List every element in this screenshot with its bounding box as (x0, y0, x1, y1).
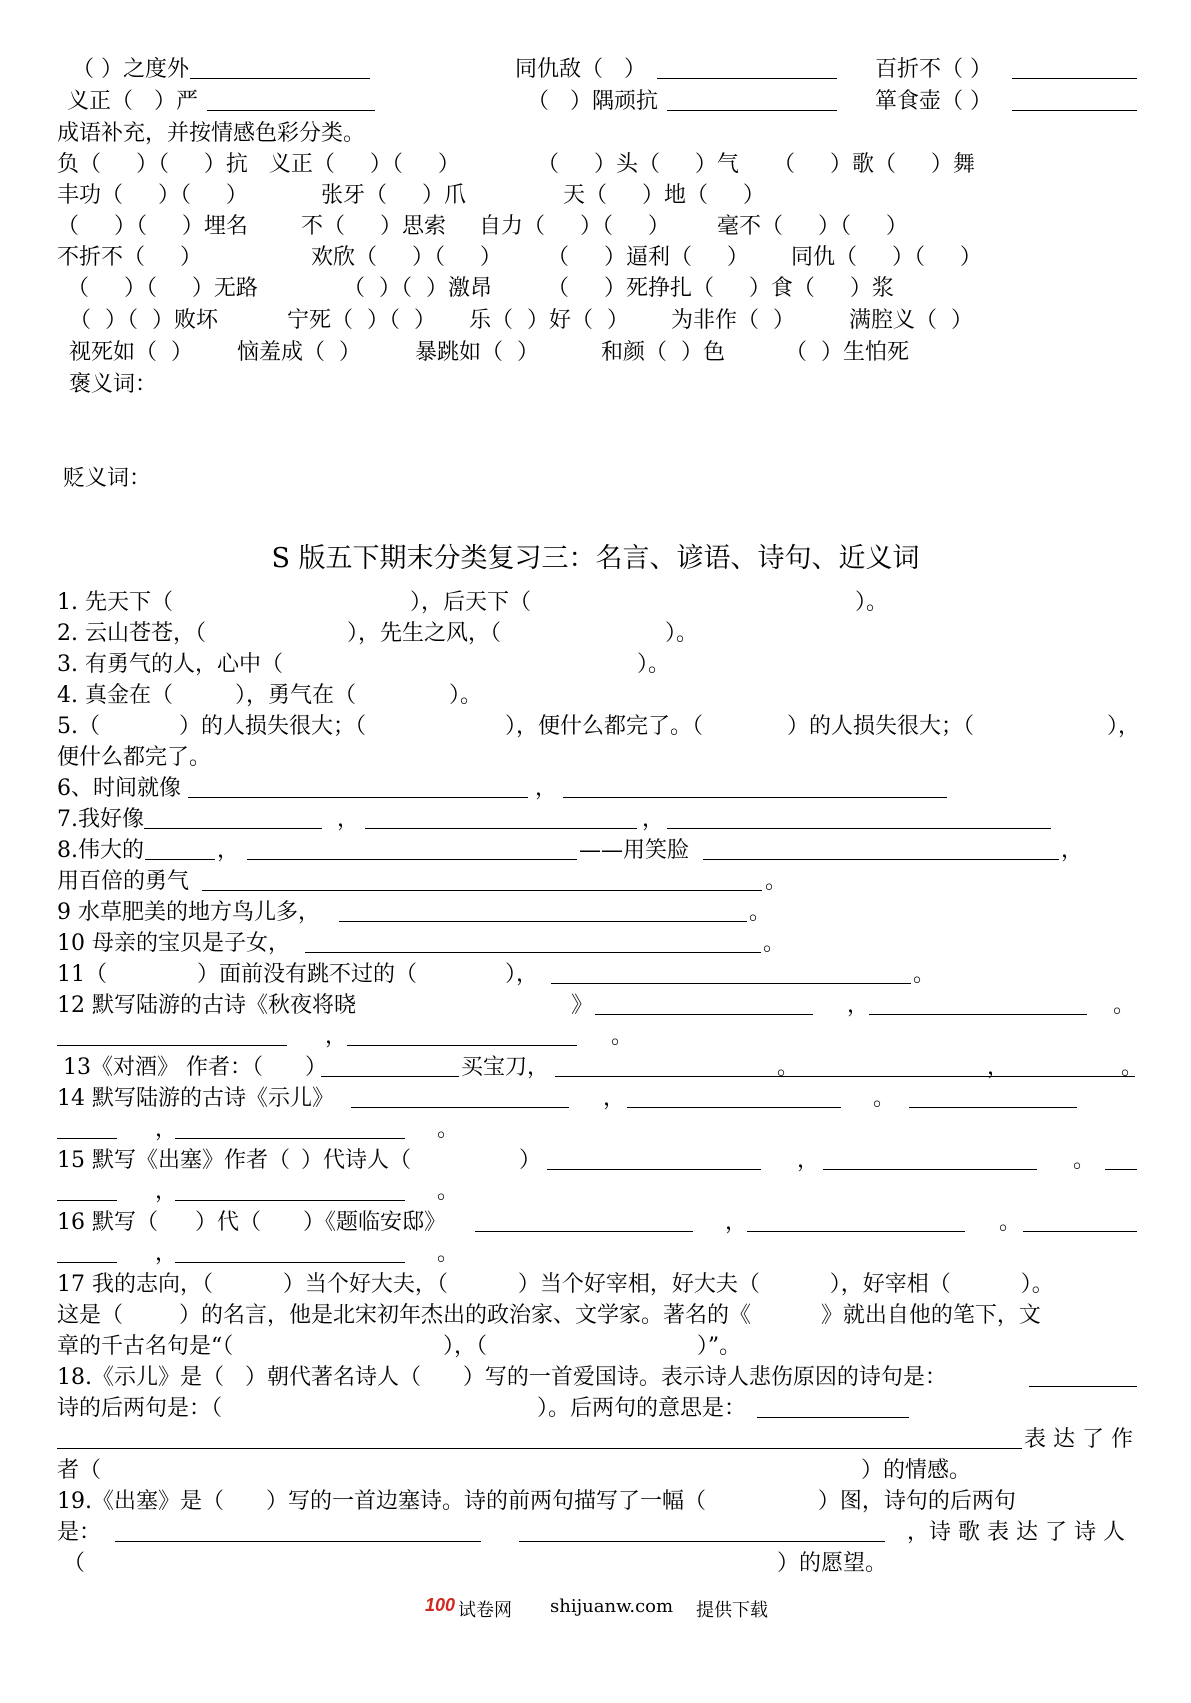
answer-blank[interactable] (555, 1052, 1135, 1077)
question-text: ）代诗人（ (301, 1148, 412, 1173)
question-text: ， (725, 1210, 748, 1235)
question-text: 7.我好像 (57, 807, 144, 832)
idiom-row-8 (57, 273, 1137, 304)
question-text: 诗的后两句是：（ (57, 1396, 223, 1421)
question-text: 13《对酒》 作者：（ (63, 1055, 263, 1080)
question-13 (57, 1052, 1144, 1083)
question-text: 5.（ (57, 714, 100, 739)
question-18 (57, 1362, 1137, 1393)
question-text: ）， (1107, 714, 1141, 739)
idiom-item: 天（ ）地（ ） (563, 183, 765, 208)
question-16 (57, 1207, 1137, 1238)
answer-blank[interactable] (563, 773, 947, 798)
answer-blank[interactable] (909, 1083, 1077, 1108)
question-text: ）。后两句的意思是： (537, 1396, 747, 1421)
idiom-item: 恼羞成（ ） (237, 340, 361, 365)
idiom-item: 为非作（ ） (671, 308, 795, 333)
question-9 (57, 897, 1137, 928)
answer-blank[interactable] (757, 1393, 909, 1418)
question-8 (57, 835, 1137, 866)
question-text: ）， (505, 962, 539, 987)
question-14 (57, 1083, 1137, 1114)
question-text: 12 默写陆游的古诗《秋夜将晓 (57, 993, 356, 1018)
question-text: ， (987, 1055, 1010, 1080)
idiom-item: （ ）歌（ ）舞 (773, 152, 975, 177)
idiom-item: 自力（ ）（ ） (479, 214, 670, 239)
question-12 (57, 990, 1137, 1021)
question-text: ）的人损失很大；（ (179, 714, 367, 739)
idiom-item: 同仇（ ）（ ） (791, 245, 982, 270)
commendatory-label: 褒义词： (69, 372, 158, 397)
question-text: ）《题临安邸》 (303, 1210, 447, 1235)
idiom-item: 丰功（ ）（ ） (57, 183, 248, 208)
answer-blank[interactable] (869, 990, 1087, 1015)
answer-blank[interactable] (823, 1145, 1037, 1170)
site-url[interactable]: shijuanw.com (550, 1596, 674, 1617)
idiom-item: 箪食壶（ ） (875, 89, 992, 114)
answer-blank[interactable] (551, 959, 911, 984)
idiom-item: （ ）之度外 (72, 57, 189, 82)
answer-blank[interactable] (351, 1083, 569, 1108)
idiom-item: 义正（ ）严 (67, 89, 198, 114)
question-text: ）面前没有跳不过的（ (197, 962, 418, 987)
question-text: ）。 (665, 621, 699, 646)
question-1 (57, 587, 1137, 618)
question-text: 。 (749, 900, 772, 925)
answer-blank[interactable] (365, 804, 637, 829)
question-text: 》 (571, 993, 594, 1018)
question-text: 。 (1113, 993, 1136, 1018)
answer-blank[interactable] (547, 1145, 761, 1170)
question-text: 6、时间就像 (57, 776, 181, 801)
answer-blank[interactable] (115, 1517, 481, 1542)
question-text: ） (519, 1148, 542, 1173)
question-text: 买宝刀， (461, 1055, 550, 1080)
idiom-item: （ ）（ ）无路 (67, 276, 258, 301)
question-text: ），便什么都完了。（ (505, 714, 704, 739)
question-text: ），后天下（ (410, 590, 532, 615)
idiom-item: 同仇敌（ ） (515, 57, 646, 82)
question-text: 3. 有勇气的人，心中（ (57, 652, 283, 677)
question-12-cont (57, 1021, 1137, 1052)
question-19-cont (57, 1517, 1137, 1548)
answer-blank[interactable] (175, 1176, 405, 1201)
answer-blank[interactable] (57, 1176, 117, 1201)
question-11 (57, 959, 1137, 990)
idiom-row-5 (57, 180, 1137, 211)
answer-blank[interactable] (1012, 54, 1137, 79)
question-19: 19.《出塞》是（ ）写的一首边塞诗。诗的前两句描写了一幅（ ）图，诗句的后两句 (57, 1489, 1016, 1514)
question-text: ，诗 歌 表 达 了 诗 人 (907, 1520, 1125, 1545)
question-text: ），勇气在（ (235, 683, 357, 708)
question-text: 者（ (57, 1458, 102, 1483)
question-text: 4. 真金在（ (57, 683, 173, 708)
question-text: ）的人损失很大；（ (787, 714, 975, 739)
answer-blank[interactable] (1012, 86, 1137, 111)
answer-blank[interactable] (1023, 1207, 1137, 1232)
question-4 (57, 680, 1137, 711)
question-text: ， (155, 1179, 178, 1204)
download-note: 提供下载 (696, 1600, 768, 1621)
answer-blank[interactable] (175, 1114, 405, 1139)
question-15 (57, 1145, 1137, 1176)
question-2 (57, 618, 1137, 649)
answer-blank[interactable] (188, 773, 528, 798)
idiom-item: （ ）死挣扎（ ）食（ ）浆 (547, 276, 894, 301)
idiom-item: 满腔义（ ） (849, 308, 973, 333)
question-text: ） (305, 1055, 328, 1080)
question-text: ）的愿望。 (777, 1551, 888, 1576)
question-text: 。 (913, 962, 936, 987)
answer-blank[interactable] (321, 1052, 459, 1077)
idiom-row-6 (57, 211, 1137, 242)
question-text: 9 水草肥美的地方鸟儿多， (57, 900, 320, 925)
question-text: 用百倍的勇气 (57, 869, 190, 894)
answer-blank[interactable] (667, 86, 837, 111)
question-7 (57, 804, 1137, 835)
question-text: 。 (873, 1086, 896, 1111)
question-text: ， (642, 807, 665, 832)
answer-blank[interactable] (1105, 1145, 1137, 1170)
question-text: 。 (437, 1241, 460, 1266)
answer-blank[interactable] (57, 1021, 287, 1046)
question-text: 。 (765, 869, 788, 894)
answer-blank[interactable] (703, 835, 1059, 860)
question-text: 18.《示儿》是（ ）朝代著名诗人（ ）写的一首爱国诗。表示诗人悲伤原因的诗句是： (57, 1365, 947, 1390)
question-text: 。 (437, 1179, 460, 1204)
idiom-item: （ ）（ ）埋名 (57, 214, 248, 239)
question-text: 10 母亲的宝贝是子女， (57, 931, 290, 956)
question-18-cont2 (57, 1424, 1137, 1455)
question-text: 16 默写（ (57, 1210, 158, 1235)
idiom-item: 和颜（ ）色 (601, 340, 725, 365)
section-title: S 版五下期末分类复习三：名言、谚语、诗句、近义词 (271, 543, 920, 574)
question-text: ， (155, 1241, 178, 1266)
answer-blank[interactable] (627, 1083, 841, 1108)
question-text: 。 (437, 1117, 460, 1142)
question-15-cont (57, 1176, 1137, 1207)
question-text: ， (337, 807, 360, 832)
answer-blank[interactable] (207, 86, 375, 111)
idiom-item: 张牙（ ）爪 (321, 183, 466, 208)
answer-blank[interactable] (339, 897, 747, 922)
question-text: 。 (1073, 1148, 1096, 1173)
idiom-item: （ ）逼利（ ） (547, 245, 749, 270)
answer-blank[interactable] (57, 1238, 117, 1263)
answer-blank[interactable] (347, 1021, 577, 1046)
question-text: ）。 (449, 683, 483, 708)
question-text: ——用笑脸 (579, 838, 690, 863)
idiom-row-4 (57, 149, 1137, 180)
site-logo-text: 试卷网 (458, 1600, 512, 1621)
answer-blank[interactable] (57, 1114, 117, 1139)
idiom-row-7 (57, 242, 1137, 273)
question-text: ， (535, 776, 558, 801)
question-text: ， (847, 993, 870, 1018)
question-text: 2. 云山苍苍，（ (57, 621, 206, 646)
question-text: 。 (611, 1024, 634, 1049)
idiom-item: （ ）生怕死 (785, 340, 909, 365)
idiom-item: 毫不（ ）（ ） (717, 214, 908, 239)
question-text: 15 默写《出塞》作者（ (57, 1148, 290, 1173)
answer-blank[interactable] (144, 804, 322, 829)
question-17-cont: 这是（ ）的名言，他是北宋初年杰出的政治家、文学家。著名的《 》就出自他的笔下，文 (57, 1303, 1041, 1328)
question-3 (57, 649, 1137, 680)
answer-blank[interactable] (175, 1238, 405, 1263)
idiom-item: 百折不（ ） (875, 57, 992, 82)
idiom-fill-row-1 (57, 54, 1137, 85)
idiom-item: （ ）隅顽抗 (527, 89, 658, 114)
answer-blank[interactable] (667, 804, 1051, 829)
question-text: 。 (763, 931, 786, 956)
question-text: 14 默写陆游的古诗《示儿》 (57, 1086, 334, 1111)
answer-blank[interactable] (595, 990, 813, 1015)
idiom-item: 欢欣（ ）（ ） (311, 245, 502, 270)
idiom-item: （ ）头（ ）气 (537, 152, 739, 177)
question-text: ）代（ (195, 1210, 262, 1235)
question-19-cont2 (57, 1548, 1137, 1579)
answer-blank[interactable] (1029, 1362, 1137, 1387)
question-17-cont2: 章的千古名句是“（ ），（ ）”。 (57, 1334, 742, 1359)
question-14-cont (57, 1114, 1137, 1145)
answer-blank[interactable] (190, 54, 370, 79)
question-text: 1. 先天下（ (57, 590, 173, 615)
answer-blank[interactable] (305, 928, 761, 953)
question-text: 表 达 了 作 (1024, 1427, 1133, 1452)
question-text: ， (797, 1148, 820, 1173)
idiom-item: 乐（ ）好（ ） (469, 308, 629, 333)
question-text: ， (325, 1024, 348, 1049)
answer-blank[interactable] (145, 835, 215, 860)
idiom-item: （ ）（ ）激昂 (343, 276, 492, 301)
idiom-row-9 (57, 305, 1137, 336)
idiom-item: 视死如（ ） (69, 340, 193, 365)
question-18-cont (57, 1393, 1137, 1424)
idiom-row-10 (57, 337, 1137, 368)
question-text: 。 (999, 1210, 1022, 1235)
question-text: ， (1061, 838, 1084, 863)
question-5-cont: 便什么都完了。 (57, 745, 212, 770)
question-text: 8.伟大的 (57, 838, 144, 863)
idiom-item: （ ）（ ）败坏 (69, 308, 218, 333)
question-5 (57, 711, 1141, 742)
question-10 (57, 928, 1137, 959)
question-6 (57, 773, 1137, 804)
question-text: ），先生之风，（ (347, 621, 502, 646)
question-text: ， (603, 1086, 626, 1111)
answer-blank[interactable] (247, 835, 577, 860)
question-text: 是： (57, 1520, 102, 1545)
answer-blank[interactable] (475, 1207, 693, 1232)
idiom-fill-row-2 (57, 86, 1137, 117)
answer-blank[interactable] (202, 866, 762, 891)
question-18-cont3 (57, 1455, 1137, 1486)
question-text: 。 (1121, 1055, 1144, 1080)
question-text: ）。 (855, 590, 889, 615)
question-16-cont (57, 1238, 1137, 1269)
question-17: 17 我的志向，（ ）当个好大夫，（ ）当个好宰相，好大夫（ ），好宰相（ ）。 (57, 1272, 1054, 1297)
question-text: ， (217, 838, 240, 863)
question-text: 。 (777, 1055, 800, 1080)
answer-blank[interactable] (747, 1207, 965, 1232)
answer-blank[interactable] (57, 1424, 1022, 1449)
question-text: ）。 (637, 652, 671, 677)
question-text: 11（ (57, 962, 107, 987)
question-text: （ (63, 1551, 86, 1576)
idiom-item: 不（ ）思索 (301, 214, 446, 239)
page-footer (0, 1595, 1191, 1625)
derogatory-label: 贬义词： (63, 466, 152, 491)
idiom-item: 宁死（ ）（ ） (287, 308, 436, 333)
idiom-item: 不折不（ ） (57, 245, 202, 270)
answer-blank[interactable] (519, 1517, 885, 1542)
question-text: ）的情感。 (861, 1458, 972, 1483)
instruction-line: 成语补充，并按情感色彩分类。 (57, 121, 366, 146)
site-logo: 100 (425, 1595, 456, 1615)
idiom-item: 负（ ）（ ）抗 义正（ ）（ ） (57, 152, 460, 177)
question-8-cont (57, 866, 1137, 897)
answer-blank[interactable] (657, 54, 837, 79)
idiom-item: 暴跳如（ ） (415, 340, 539, 365)
question-text: ， (155, 1117, 178, 1142)
